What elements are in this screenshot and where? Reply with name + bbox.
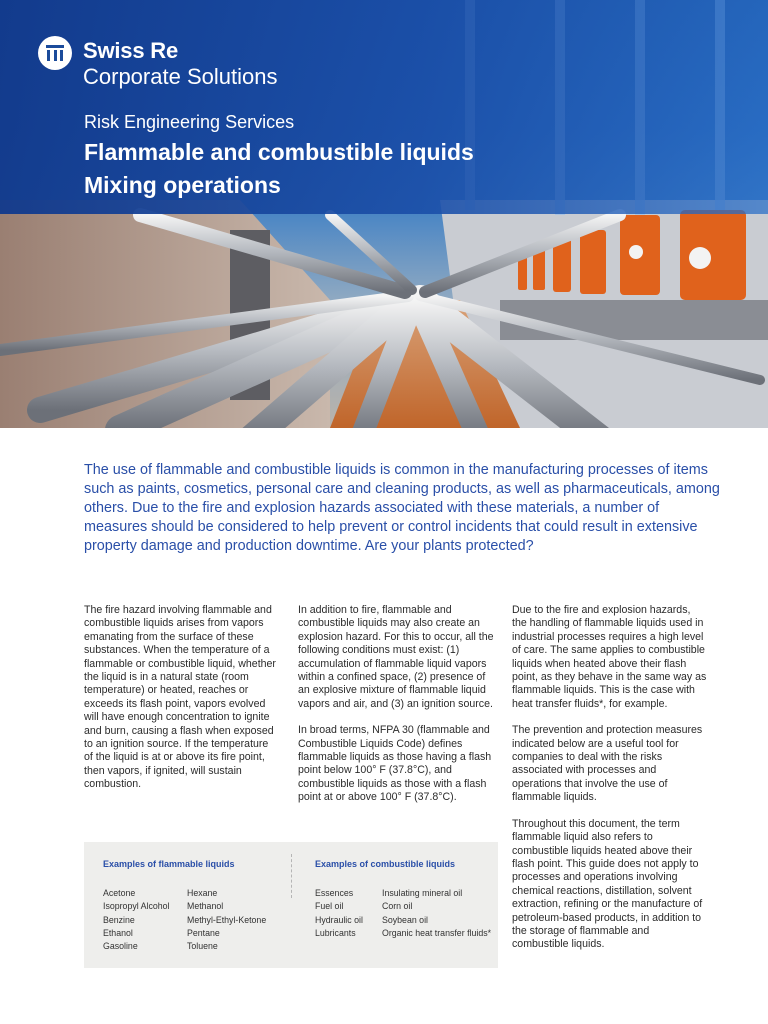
brand-name: Swiss Re <box>83 38 179 63</box>
column-left <box>84 604 280 805</box>
list-item: Ethanol <box>103 927 133 938</box>
column-middle <box>298 604 494 818</box>
list-item: Essences <box>315 888 354 898</box>
body-paragraph: In addition to fire, flammable and combustible liquids may also create an explosion hazard. For this to occur, all the following conditions must exist: (1) accumulation of flammable liquid vapors within a confined space, (2) presence of an explosive mixture of flammable liquid vapors and air, and (3) an ignition source. <box>298 604 494 710</box>
brand-subtitle: Corporate Solutions <box>83 64 278 89</box>
list-item: Lubricants <box>315 927 356 938</box>
combustible-list-b <box>382 887 491 940</box>
list-item: Soybean oil <box>382 914 428 925</box>
body-paragraph: In broad terms, NFPA 30 (flammable and Combustible Liquids Code) defines flammable liquids as those having a flash point below 100° F (37.8°C), and combustible liquids as those with a flash point at or above 100° F (37.8°C). <box>298 724 492 804</box>
list-item: Benzine <box>103 914 135 925</box>
list-item: Isopropyl Alcohol <box>103 901 170 912</box>
list-item: Organic heat transfer fluids* <box>382 927 492 938</box>
examples-box <box>84 842 498 968</box>
combustible-list-a <box>315 887 363 940</box>
flammable-list-b <box>187 887 266 953</box>
page-subtitle: Mixing operations <box>84 172 281 198</box>
body-paragraph: Throughout this document, the term flammable liquid also refers to combustible liquids heated above their flash point. This guide does not apply to processes and operations involving chemical reactions, distillation, solvent extraction, refining or the manufacture of petroleum-based products, in addition to the storage of flammable and combustible liquids. <box>512 817 703 951</box>
page-title: Flammable and combustible liquids <box>84 139 474 165</box>
flammable-list-a <box>103 887 170 953</box>
flammable-examples-heading: Examples of flammable liquids <box>103 859 235 869</box>
body-paragraph: Due to the fire and explosion hazards, the handling of flammable liquids used in industrial processes requires a high level of care. The same applies to combustible liquids when heated above their flash point, as they behave in the same way as flammable liquids. This is the case with heat transfer fluids*, for example. <box>512 604 707 710</box>
service-label: Risk Engineering Services <box>84 112 295 132</box>
body-paragraph: The fire hazard involving flammable and combustible liquids arises from vapors emanating from the surface of these substances. When the temperature of a flammable or combustible liquid, whether the liquid is in a natural state (room temperature) or heated, reaches or exceeds its flash point, vapors evolved will have enough concentration to ignite and burn, causing a flash when exposed to an ignition source. If the temperature of the liquid is at or above its fire point, then vapors, if ignited, will sustain combustion. <box>84 604 276 791</box>
list-item: Hexane <box>187 888 218 898</box>
list-item: Methyl-Ethyl-Ketone <box>187 914 267 925</box>
list-item: Hydraulic oil <box>315 914 363 925</box>
list-item: Pentane <box>187 927 220 938</box>
list-item: Methanol <box>187 901 224 912</box>
list-item: Corn oil <box>382 901 413 912</box>
list-item: Gasoline <box>103 941 138 952</box>
list-item: Fuel oil <box>315 901 344 912</box>
swiss-re-logo-icon <box>38 36 72 70</box>
list-item: Acetone <box>103 888 136 898</box>
body-paragraph: The prevention and protection measures indicated below are a useful tool for companies to deal with the risks associated with processes and operations that involve the use of flammable liquids. <box>512 724 703 804</box>
list-item: Insulating mineral oil <box>382 888 463 898</box>
box-divider <box>291 854 292 898</box>
intro-paragraph: The use of flammable and combustible liquids is common in the manufacturing processes of items such as paints, cosmetics, personal care and cleaning products, as well as pharmaceuticals, among others. Due to the fire and explosion hazards associated with these materials, a number of measures should be considered to help prevent or control incidents that could result in extensive property damage and production downtime. Are your plants protected? <box>84 462 720 554</box>
list-item: Toluene <box>187 941 218 952</box>
column-right <box>512 604 708 965</box>
combustible-examples-heading: Examples of combustible liquids <box>315 859 456 869</box>
